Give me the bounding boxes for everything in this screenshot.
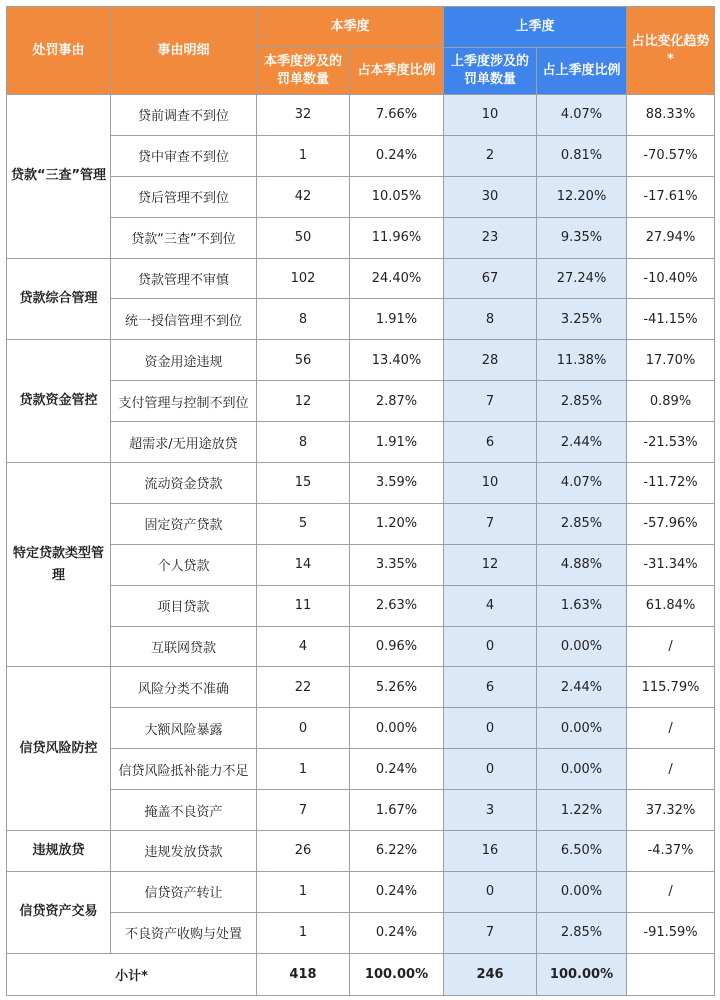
table-row [7,463,715,504]
this-ratio-cell: 5.26% [350,667,444,708]
last-count-cell: 0 [444,749,537,790]
detail-cell: 贷款管理不审慎 [111,258,257,299]
table-row [7,790,715,831]
total-this-count: 418 [257,953,350,995]
this-count-cell: 1 [257,912,350,953]
last-count-cell: 8 [444,299,537,340]
last-ratio-cell: 27.24% [537,258,627,299]
last-count-cell: 67 [444,258,537,299]
header-this-count: 本季度涉及的罚单数量 [257,48,350,95]
this-count-cell: 1 [257,135,350,176]
change-cell: 115.79% [627,667,715,708]
this-ratio-cell: 1.20% [350,503,444,544]
this-count-cell: 8 [257,299,350,340]
last-ratio-cell: 2.44% [537,422,627,463]
this-count-cell: 11 [257,585,350,626]
this-ratio-cell: 2.87% [350,381,444,422]
change-cell: -4.37% [627,831,715,872]
change-cell: 37.32% [627,790,715,831]
table-row [7,422,715,463]
category-cell: 贷款“三查”管理 [7,95,111,259]
total-label: 小计* [7,953,257,995]
this-ratio-cell: 7.66% [350,95,444,136]
penalty-table-container [6,6,714,996]
last-ratio-cell: 4.07% [537,463,627,504]
category-cell: 信贷资产交易 [7,871,111,953]
table-row [7,340,715,381]
last-count-cell: 0 [444,708,537,749]
this-ratio-cell: 1.91% [350,299,444,340]
last-count-cell: 30 [444,176,537,217]
total-this-ratio: 100.00% [350,953,444,995]
this-count-cell: 50 [257,217,350,258]
table-row [7,95,715,136]
last-ratio-cell: 2.44% [537,667,627,708]
last-ratio-cell: 0.00% [537,749,627,790]
this-ratio-cell: 0.24% [350,871,444,912]
change-cell: -70.57% [627,135,715,176]
change-cell: -10.40% [627,258,715,299]
detail-cell: 风险分类不准确 [111,667,257,708]
header-last-ratio: 占上季度比例 [537,48,627,95]
this-ratio-cell: 1.91% [350,422,444,463]
this-count-cell: 14 [257,544,350,585]
detail-cell: 互联网贷款 [111,626,257,667]
change-cell: 27.94% [627,217,715,258]
table-row [7,585,715,626]
detail-cell: 贷中审查不到位 [111,135,257,176]
header-detail: 事由明细 [111,7,257,95]
header-this-quarter: 本季度 [257,7,444,48]
last-count-cell: 16 [444,831,537,872]
last-count-cell: 28 [444,340,537,381]
table-row [7,503,715,544]
this-count-cell: 22 [257,667,350,708]
change-cell: / [627,708,715,749]
this-ratio-cell: 13.40% [350,340,444,381]
this-ratio-cell: 11.96% [350,217,444,258]
detail-cell: 个人贷款 [111,544,257,585]
last-count-cell: 7 [444,381,537,422]
category-cell: 贷款资金管控 [7,340,111,463]
this-count-cell: 5 [257,503,350,544]
this-count-cell: 1 [257,749,350,790]
last-ratio-cell: 2.85% [537,912,627,953]
this-count-cell: 12 [257,381,350,422]
total-last-ratio: 100.00% [537,953,627,995]
change-cell: / [627,749,715,790]
detail-cell: 超需求/无用途放贷 [111,422,257,463]
this-ratio-cell: 0.24% [350,135,444,176]
last-count-cell: 7 [444,912,537,953]
this-ratio-cell: 6.22% [350,831,444,872]
table-row [7,381,715,422]
this-count-cell: 4 [257,626,350,667]
last-count-cell: 10 [444,463,537,504]
detail-cell: 贷后管理不到位 [111,176,257,217]
table-row [7,749,715,790]
last-ratio-cell: 4.07% [537,95,627,136]
this-count-cell: 32 [257,95,350,136]
category-cell: 违规放贷 [7,831,111,872]
table-row [7,708,715,749]
last-count-cell: 3 [444,790,537,831]
this-ratio-cell: 0.00% [350,708,444,749]
detail-cell: 项目贷款 [111,585,257,626]
change-cell: 88.33% [627,95,715,136]
this-ratio-cell: 1.67% [350,790,444,831]
header-change: 占比变化趋势* [627,7,715,95]
this-ratio-cell: 24.40% [350,258,444,299]
table-row [7,626,715,667]
detail-cell: 流动资金贷款 [111,463,257,504]
change-cell: -17.61% [627,176,715,217]
detail-cell: 资金用途违规 [111,340,257,381]
last-ratio-cell: 3.25% [537,299,627,340]
table-row [7,667,715,708]
last-ratio-cell: 0.00% [537,871,627,912]
this-ratio-cell: 3.59% [350,463,444,504]
category-cell: 贷款综合管理 [7,258,111,340]
last-count-cell: 4 [444,585,537,626]
table-row [7,258,715,299]
header-this-ratio: 占本季度比例 [350,48,444,95]
total-last-count: 246 [444,953,537,995]
table-row [7,871,715,912]
table-row [7,544,715,585]
last-count-cell: 2 [444,135,537,176]
last-count-cell: 0 [444,626,537,667]
this-ratio-cell: 10.05% [350,176,444,217]
table-row [7,831,715,872]
this-count-cell: 0 [257,708,350,749]
change-cell: -57.96% [627,503,715,544]
change-cell: -31.34% [627,544,715,585]
this-ratio-cell: 3.35% [350,544,444,585]
category-cell: 特定贷款类型管理 [7,463,111,667]
last-ratio-cell: 9.35% [537,217,627,258]
header-last-count: 上季度涉及的罚单数量 [444,48,537,95]
this-count-cell: 8 [257,422,350,463]
this-count-cell: 26 [257,831,350,872]
penalty-table [6,6,715,996]
last-ratio-cell: 0.81% [537,135,627,176]
last-count-cell: 10 [444,95,537,136]
change-cell: / [627,626,715,667]
this-ratio-cell: 0.24% [350,912,444,953]
detail-cell: 掩盖不良资产 [111,790,257,831]
table-row [7,176,715,217]
this-count-cell: 1 [257,871,350,912]
change-cell: -41.15% [627,299,715,340]
this-count-cell: 7 [257,790,350,831]
last-ratio-cell: 6.50% [537,831,627,872]
change-cell: 17.70% [627,340,715,381]
this-ratio-cell: 0.96% [350,626,444,667]
last-ratio-cell: 0.00% [537,708,627,749]
category-cell: 信贷风险防控 [7,667,111,831]
last-ratio-cell: 11.38% [537,340,627,381]
last-count-cell: 0 [444,871,537,912]
table-row [7,217,715,258]
table-row [7,135,715,176]
detail-cell: 信贷风险抵补能力不足 [111,749,257,790]
last-ratio-cell: 0.00% [537,626,627,667]
this-count-cell: 56 [257,340,350,381]
this-count-cell: 42 [257,176,350,217]
detail-cell: 支付管理与控制不到位 [111,381,257,422]
detail-cell: 大额风险暴露 [111,708,257,749]
detail-cell: 违规发放贷款 [111,831,257,872]
last-count-cell: 6 [444,667,537,708]
detail-cell: 固定资产贷款 [111,503,257,544]
detail-cell: 贷款“三查”不到位 [111,217,257,258]
detail-cell: 贷前调查不到位 [111,95,257,136]
last-ratio-cell: 1.22% [537,790,627,831]
change-cell: / [627,871,715,912]
total-change [627,953,715,995]
last-count-cell: 6 [444,422,537,463]
detail-cell: 不良资产收购与处置 [111,912,257,953]
last-ratio-cell: 2.85% [537,503,627,544]
last-ratio-cell: 1.63% [537,585,627,626]
this-ratio-cell: 0.24% [350,749,444,790]
table-header [7,7,715,95]
detail-cell: 统一授信管理不到位 [111,299,257,340]
change-cell: -91.59% [627,912,715,953]
total-row [7,953,715,995]
last-ratio-cell: 2.85% [537,381,627,422]
last-count-cell: 23 [444,217,537,258]
header-reason: 处罚事由 [7,7,111,95]
last-count-cell: 7 [444,503,537,544]
table-row [7,912,715,953]
change-cell: 0.89% [627,381,715,422]
this-ratio-cell: 2.63% [350,585,444,626]
detail-cell: 信贷资产转让 [111,871,257,912]
this-count-cell: 15 [257,463,350,504]
change-cell: -11.72% [627,463,715,504]
table-row [7,299,715,340]
change-cell: -21.53% [627,422,715,463]
this-count-cell: 102 [257,258,350,299]
last-ratio-cell: 12.20% [537,176,627,217]
last-count-cell: 12 [444,544,537,585]
table-body [7,95,715,954]
change-cell: 61.84% [627,585,715,626]
header-last-quarter: 上季度 [444,7,627,48]
last-ratio-cell: 4.88% [537,544,627,585]
